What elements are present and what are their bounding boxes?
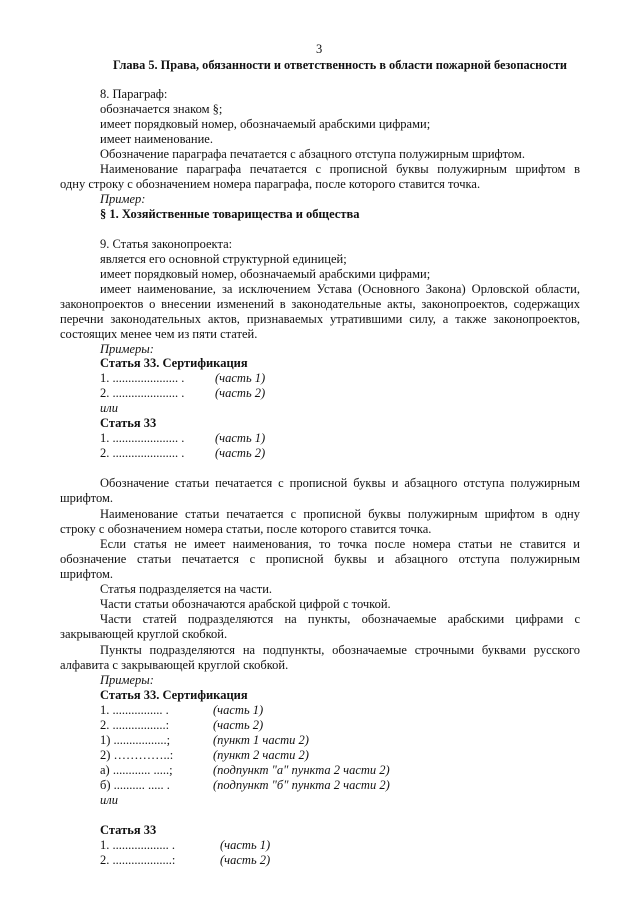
rule-7-line2: алфавита с закрывающей круглой скобкой. [60,658,289,672]
article-long-line-3: перечни законодательных актов, признаваемых утратившими силу, а также законопроектов, [60,312,580,326]
example-row-note: (часть 1) [215,431,266,445]
article-examples-label: Примеры: [100,342,154,356]
example-row-number: 1. ................ . [100,703,169,717]
article-example2-title: Статья 33 [100,416,157,430]
or-label: или [100,793,118,807]
example-row-note: (подпункт "а" пункта 2 части 2) [213,763,390,777]
rule-2-line2: строку с обозначением номера статьи, после которого ставится точка. [60,522,432,536]
rule-5: Части статьи обозначаются арабской цифрой с точкой. [100,597,391,611]
page-number: 3 [316,42,323,56]
rule-7-line1: Пункты подразделяются на подпункты, обозначаемые строчными буквами русского [100,643,580,657]
example-row-number: 1. ..................... . [100,371,185,385]
example-row-note: (часть 2) [215,446,266,460]
paragraph-example-text: § 1. Хозяйственные товарищества и общества [100,207,360,221]
rule-3-line1: Если статья не имеет наименования, то точка после номера статьи не ставится и [100,537,580,551]
example-row-number: 2. ..................... . [100,386,185,400]
paragraph-line: имеет порядковый номер, обозначаемый арабскими цифрами; [100,117,431,131]
paragraph-rule-1: Обозначение параграфа печатается с абзацного отступа полужирным шрифтом. [100,147,525,161]
example-row-number: 1) .................; [100,733,171,747]
rule-6-line1: Части статей подразделяются на пункты, обозначаемые арабскими цифрами с [100,612,580,626]
example-row-number: 1. .................. . [100,838,175,852]
example-row-note: (часть 2) [220,853,271,867]
article-long-line-1: имеет наименование, за исключением Устава (Основного Закона) Орловской области, [100,282,580,296]
example-row-note: (часть 1) [213,703,264,717]
or-label: или [100,401,118,415]
article-long-line-2: законопроектов о внесении изменений в законодательные акты, законопроектов, содержащих [60,297,580,311]
article-example1-title: Статья 33. Сертификация [100,356,248,370]
example-row-note: (пункт 2 части 2) [213,748,309,762]
examples2-label: Примеры: [100,673,154,687]
rule-1-line2: шрифтом. [60,491,114,505]
examples2-title-2: Статья 33 [100,823,157,837]
paragraph-line: обозначается знаком §; [100,102,223,116]
paragraph-rule-2-line2: одну строку с обозначением номера параграфа, после которого ставится точка. [60,177,481,191]
example-row-note: (часть 1) [220,838,271,852]
example-row-note: (часть 2) [215,386,266,400]
rule-6-line2: закрывающей круглой скобкой. [60,627,228,641]
rule-4: Статья подразделяется на части. [100,582,273,596]
paragraph-heading: 8. Параграф: [100,87,168,101]
example-row-number: 2. ..................... . [100,446,185,460]
paragraph-rule-2-line1: Наименование параграфа печатается с прописной буквы полужирным шрифтом в [100,162,580,176]
article-heading: 9. Статья законопроекта: [100,237,233,251]
example-row-number: 2) …………..: [100,748,174,762]
chapter-title: Глава 5. Права, обязанности и ответственность в области пожарной безопасности [113,58,567,72]
example-row-note: (часть 1) [215,371,266,385]
example-row-number: 1. ..................... . [100,431,185,445]
example-row-number: а) ............ .....; [100,763,173,777]
example-row-number: 2. .................: [100,718,170,732]
example-row-number: 2. ...................: [100,853,176,867]
article-line: является его основной структурной единицей; [100,252,347,266]
examples2-title: Статья 33. Сертификация [100,688,248,702]
example-row-note: (часть 2) [213,718,264,732]
paragraph-example-label: Пример: [100,192,146,206]
rule-1-line1: Обозначение статьи печатается с прописной буквы и абзацного отступа полужирным [100,476,580,490]
article-line: имеет порядковый номер, обозначаемый арабскими цифрами; [100,267,431,281]
example-row-number: б) .......... ..... . [100,778,170,792]
paragraph-line: имеет наименование. [100,132,213,146]
article-long-line-4: состоящих менее чем из пяти статей. [60,327,258,341]
rule-3-line2: обозначение статьи печатается с прописной буквы и абзацного отступа полужирным [60,552,580,566]
example-row-note: (пункт 1 части 2) [213,733,309,747]
example-row-note: (подпункт "б" пункта 2 части 2) [213,778,390,792]
rule-2-line1: Наименование статьи печатается с прописной буквы полужирным шрифтом в одну [100,507,580,521]
rule-3-line3: шрифтом. [60,567,114,581]
